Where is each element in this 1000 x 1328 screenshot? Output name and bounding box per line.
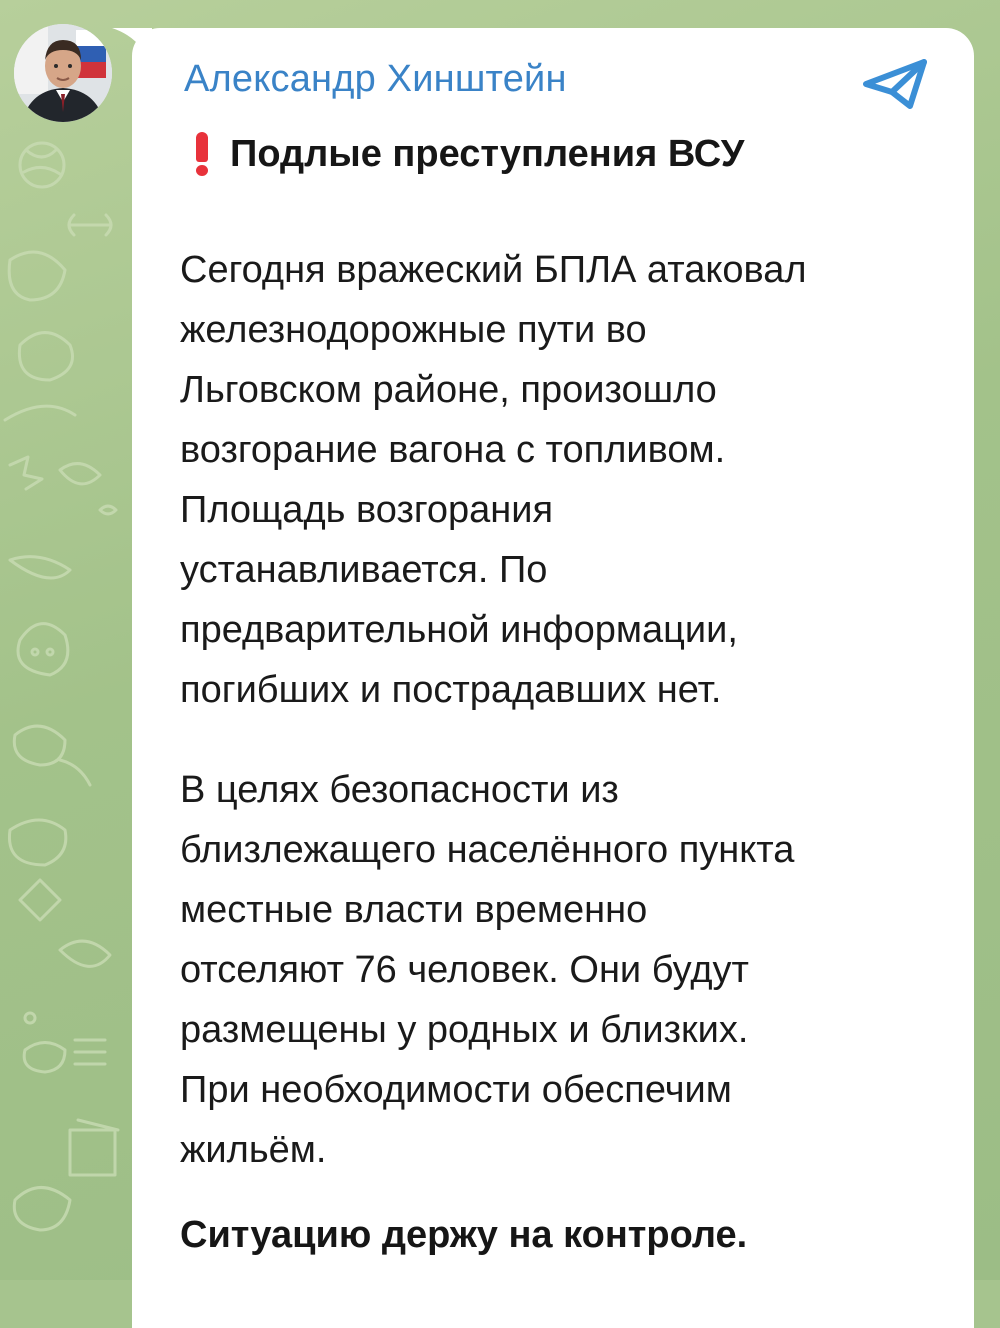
- telegram-send-icon[interactable]: [862, 56, 932, 112]
- avatar[interactable]: [14, 24, 112, 122]
- text-line: Сегодня вражеский БПЛА атаковал: [180, 249, 807, 291]
- avatar-photo-icon: [14, 24, 112, 122]
- text-line: близлежащего населённого пункта: [180, 829, 795, 871]
- text-line: возгорание вагона с топливом.: [180, 429, 726, 471]
- headline-text: Подлые преступления ВСУ: [230, 132, 745, 175]
- sender-name[interactable]: Александр Хинштейн: [184, 58, 567, 100]
- text-line: железнодорожные пути во: [180, 309, 647, 351]
- message-paragraph-2: [180, 760, 960, 1180]
- message-paragraph-1: [180, 240, 960, 720]
- text-line: отселяют 76 человек. Они будут: [180, 949, 749, 991]
- doodle-pattern-icon: [0, 0, 130, 1280]
- closing-line: Ситуацию держу на контроле.: [180, 1214, 748, 1256]
- text-line: размещены у родных и близких.: [180, 1009, 749, 1051]
- text-line: Площадь возгорания: [180, 489, 554, 531]
- headline: [180, 132, 744, 176]
- text-line: погибших и пострадавших нет.: [180, 669, 722, 711]
- red-exclamation-icon: [194, 132, 210, 176]
- text-line: жильём.: [180, 1129, 327, 1171]
- text-line: Льговском районе, произошло: [180, 369, 717, 411]
- text-line: В целях безопасности из: [180, 769, 619, 811]
- text-line: При необходимости обеспечим: [180, 1069, 732, 1111]
- text-line: предварительной информации,: [180, 609, 738, 651]
- text-line: местные власти временно: [180, 889, 648, 931]
- text-line: устанавливается. По: [180, 549, 548, 591]
